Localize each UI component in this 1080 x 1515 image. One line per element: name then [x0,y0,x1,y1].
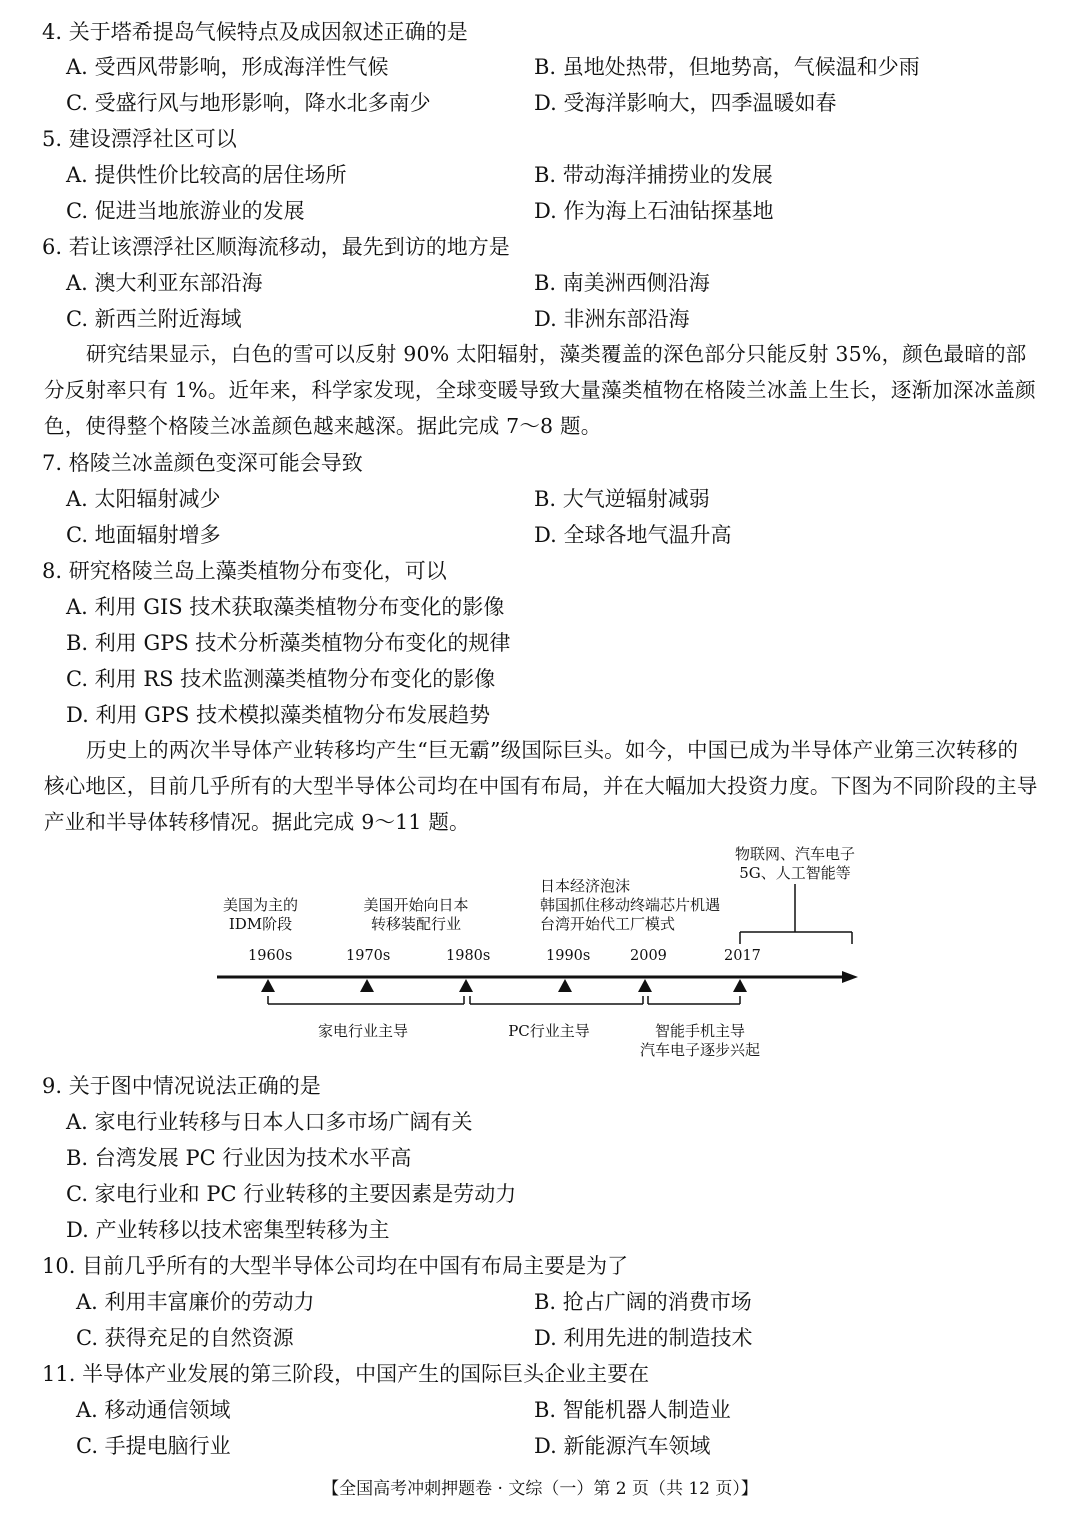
bracket-phone [648,996,740,1004]
q11-option-c: C. 手提电脑行业 [76,1434,231,1458]
q4-option-a: A. 受西风带影响，形成海洋性气候 [66,55,389,79]
label-japan-transfer: 美国开始向日本 转移装配行业 [363,896,469,933]
question-6-stem: 6. 若让该漂浮社区顺海流移动，最先到访的地方是 [42,235,510,259]
label-pc-dominant: PC行业主导 [508,1022,590,1040]
bracket-iot [740,884,852,944]
q6-option-d: D. 非洲东部沿海 [534,307,690,331]
q9-option-c: C. 家电行业和 PC 行业转移的主要因素是劳动力 [66,1182,517,1206]
marker-1960s [261,979,275,992]
label-iot-stage: 物联网、汽车电子 5G、人工智能等 [734,845,855,882]
q7-option-c: C. 地面辐射增多 [66,523,221,547]
marker-2009 [638,979,652,992]
passage-semiconductor: 历史上的两次半导体产业转移均产生“巨无霸”级国际巨头。如今，中国已成为半导体产业第三次转移的核心地区，目前几乎所有的大型半导体公司均在中国有布局，并在大幅加大投资力度。下图为不同阶段的主导产业和半导体转移情况。据此完成 9～11 题。 [44,738,1038,834]
question-5-stem: 5. 建设漂浮社区可以 [42,127,237,151]
q10-option-a: A. 利用丰富廉价的劳动力 [76,1290,315,1314]
question-7-stem: 7. 格陵兰冰盖颜色变深可能会导致 [42,451,363,475]
q6-option-a: A. 澳大利亚东部沿海 [66,271,263,295]
q9-option-d: D. 产业转移以技术密集型转移为主 [66,1218,390,1242]
q10-option-b: B. 抢占广阔的消费市场 [534,1290,752,1314]
year-1970s: 1970s [346,948,391,964]
marker-1970s [360,979,374,992]
q7-option-b: B. 大气逆辐射减弱 [534,487,710,511]
q8-option-b: B. 利用 GPS 技术分析藻类植物分布变化的规律 [66,631,511,655]
bracket-appliance [268,996,464,1004]
q5-option-c: C. 促进当地旅游业的发展 [66,199,305,223]
q11-option-d: D. 新能源汽车领域 [534,1434,711,1458]
q5-option-b: B. 带动海洋捕捞业的发展 [534,163,773,187]
q8-option-c: C. 利用 RS 技术监测藻类植物分布变化的影像 [66,667,496,691]
q9-option-a: A. 家电行业转移与日本人口多市场广阔有关 [66,1110,473,1134]
question-4-stem: 4. 关于塔希提岛气候特点及成因叙述正确的是 [42,20,468,44]
q7-option-a: A. 太阳辐射减少 [66,487,221,511]
label-asia-stage: 日本经济泡沫 韩国抓住移动终端芯片机遇 台湾开始代工厂模式 [540,877,721,933]
q10-option-d: D. 利用先进的制造技术 [534,1326,753,1350]
marker-2017 [733,979,747,992]
q6-option-c: C. 新西兰附近海域 [66,307,242,331]
q9-option-b: B. 台湾发展 PC 行业因为技术水平高 [66,1146,412,1170]
q11-option-a: A. 移动通信领域 [76,1398,231,1422]
timeline-arrow-icon [842,971,858,983]
question-8-stem: 8. 研究格陵兰岛上藻类植物分布变化，可以 [42,559,447,583]
q4-option-d: D. 受海洋影响大，四季温暖如春 [534,91,837,115]
year-2009: 2009 [630,948,667,964]
label-appliance-dominant: 家电行业主导 [317,1022,408,1040]
q6-option-b: B. 南美洲西侧沿海 [534,271,710,295]
question-9-stem: 9. 关于图中情况说法正确的是 [42,1074,321,1098]
label-idm-stage: 美国为主的 IDM阶段 [222,896,298,933]
q5-option-a: A. 提供性价比较高的居住场所 [66,163,347,187]
q7-option-d: D. 全球各地气温升高 [534,523,732,547]
year-1960s: 1960s [248,948,293,964]
q10-option-c: C. 获得充足的自然资源 [76,1326,294,1350]
q5-option-d: D. 作为海上石油钻探基地 [534,199,774,223]
q11-option-b: B. 智能机器人制造业 [534,1398,731,1422]
year-1980s: 1980s [446,948,491,964]
q4-option-c: C. 受盛行风与地形影响，降水北多南少 [66,91,431,115]
q4-option-b: B. 虽地处热带，但地势高，气候温和少雨 [534,55,920,79]
q8-option-d: D. 利用 GPS 技术模拟藻类植物分布发展趋势 [66,703,491,727]
bracket-pc [470,996,643,1004]
page-footer: 【全国高考冲刺押题卷 · 文综（一）第 2 页（共 12 页）】 [322,1479,758,1499]
q8-option-a: A. 利用 GIS 技术获取藻类植物分布变化的影像 [66,595,505,619]
marker-1980s [459,979,473,992]
question-11-stem: 11. 半导体产业发展的第三阶段，中国产生的国际巨头企业主要在 [42,1362,650,1386]
passage-greenland: 研究结果显示，白色的雪可以反射 90% 太阳辐射，藻类覆盖的深色部分只能反射 35%，颜色最暗的部分反射率只有 1%。近年来，科学家发现，全球变暖导致大量藻类植物在格陵兰冰盖上生长，逐渐加深冰盖颜色，使得整个格陵兰冰盖颜色越来越深。据此完成 7～8 题。 [44,342,1036,438]
year-1990s: 1990s [546,948,591,964]
question-10-stem: 10. 目前几乎所有的大型半导体公司均在中国有布局主要是为了 [42,1254,629,1278]
marker-1990s [558,979,572,992]
label-phone-dominant: 智能手机主导 汽车电子逐步兴起 [639,1022,760,1059]
year-2017: 2017 [724,948,761,964]
